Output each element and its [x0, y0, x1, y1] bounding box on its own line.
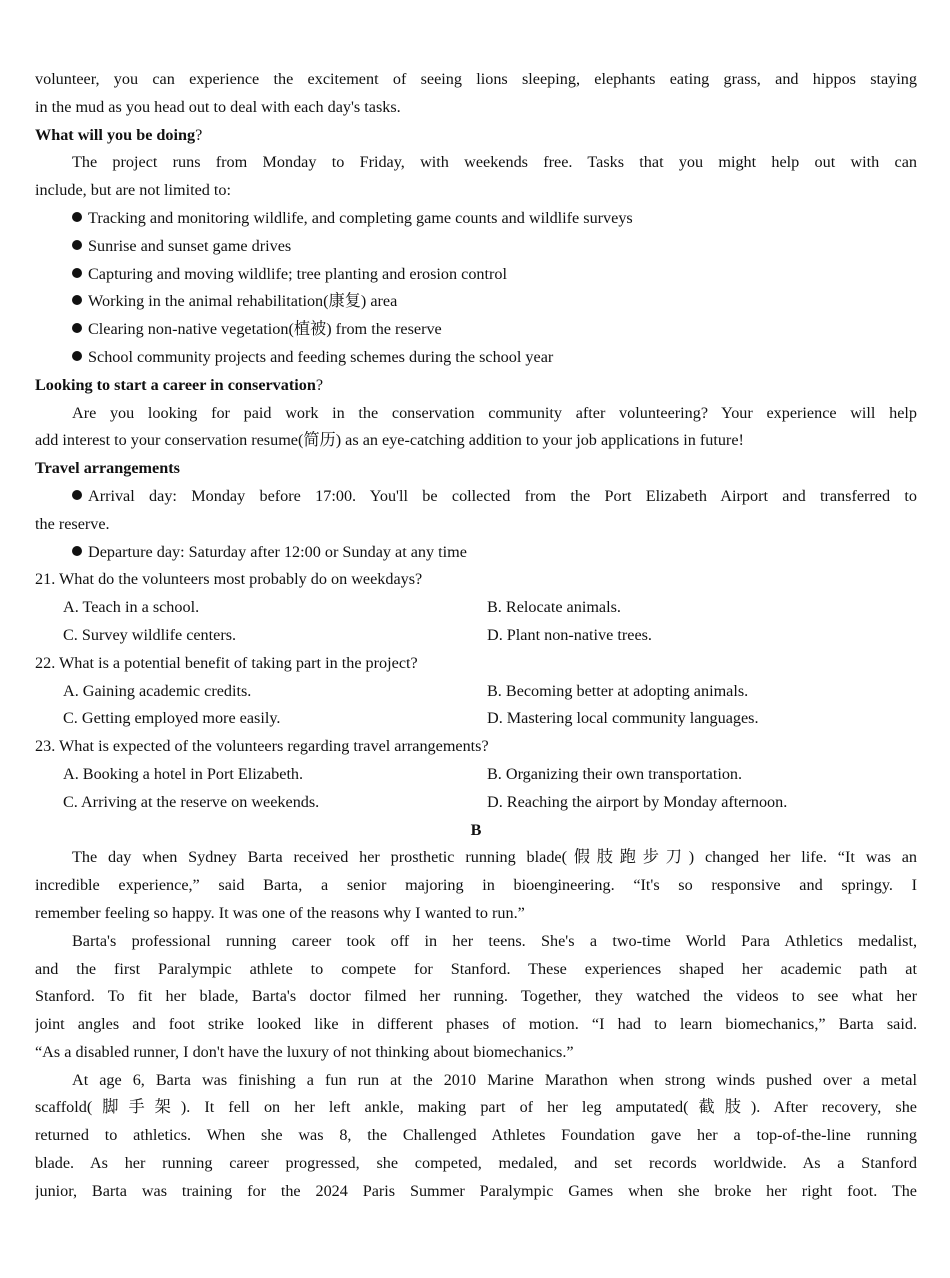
text-line: At age 6, Barta was finishing a fun run at the 2010 Marine Marathon when strong winds pushed over a metal	[72, 1070, 917, 1089]
text-line: the reserve.	[35, 514, 110, 533]
option-c: C. Survey wildlife centers.	[63, 625, 237, 644]
list-item	[35, 539, 917, 567]
text-line: and the first Paralympic athlete to compete for Stanford. These experiences shaped her academic path at	[35, 959, 917, 978]
text-line: The project runs from Monday to Friday, with weekends free. Tasks that you might help out with can	[72, 153, 917, 172]
option-row	[35, 761, 917, 789]
question-22	[35, 650, 917, 733]
option-row	[35, 705, 917, 733]
passage-a-intro	[35, 66, 917, 122]
text-line: volunteer, you can experience the excitement of seeing lions sleeping, elephants eating grass, and hippos staying	[35, 70, 917, 88]
list-item-text: School community projects and feeding schemes during the school year	[88, 347, 554, 366]
passage-b-paragraph-1	[35, 844, 917, 927]
list-item-text: Capturing and moving wildlife; tree planting and erosion control	[88, 264, 507, 283]
option-c: C. Arriving at the reserve on weekends.	[63, 792, 320, 811]
question-stem: 21. What do the volunteers most probably do on weekdays?	[35, 570, 423, 589]
option-row	[35, 789, 917, 817]
option-a: A. Teach in a school.	[63, 598, 200, 617]
section-heading-career	[35, 372, 917, 400]
section-heading-doing	[35, 122, 917, 150]
text-line: scaffold(脚手架). It fell on her left ankle, making part of her leg amputated(截肢). After recovery, she	[35, 1098, 917, 1117]
bullet-icon	[72, 240, 82, 250]
text-line: add interest to your conservation resume(简历) as an eye-catching addition to your job applications in future!	[35, 431, 744, 450]
text-line: blade. As her running career progressed, she competed, medaled, and set records worldwide. As a Stanford	[35, 1154, 917, 1173]
bullet-icon	[72, 490, 82, 500]
list-item	[35, 233, 917, 261]
text-line: include, but are not limited to:	[35, 181, 232, 200]
option-b: B. Relocate animals.	[487, 598, 621, 617]
option-a: A. Gaining academic credits.	[63, 681, 252, 700]
text-line: The day when Sydney Barta received her prosthetic running blade(假肢跑步刀) changed her life. “It was an	[72, 848, 917, 867]
list-item	[35, 316, 917, 344]
list-item-text: Tracking and monitoring wildlife, and completing game counts and wildlife surveys	[88, 208, 633, 227]
text-line: in the mud as you head out to deal with each day's tasks.	[35, 97, 401, 116]
option-row	[35, 622, 917, 650]
section-heading-travel: Travel arrangements	[35, 459, 180, 478]
list-item	[35, 205, 917, 233]
text-line: joint angles and foot strike looked like in different phases of motion. “I had to learn biomechanics,” Barta said.	[35, 1015, 917, 1034]
question-23	[35, 733, 917, 816]
option-c: C. Getting employed more easily.	[63, 709, 281, 728]
passage-b-title: B	[470, 820, 482, 839]
question-21	[35, 566, 917, 649]
list-item-text: Departure day: Saturday after 12:00 or Sunday at any time	[88, 542, 467, 561]
text-line: Barta's professional running career took off in her teens. She's a two-time World Para Athletics medalist,	[72, 931, 917, 950]
list-item-text: Working in the animal rehabilitation(康复) area	[88, 292, 398, 311]
list-item-text: Clearing non-native vegetation(植被) from the reserve	[88, 320, 442, 339]
list-item	[35, 344, 917, 372]
heading-text: What will you be doing	[35, 125, 196, 144]
exam-page	[35, 66, 917, 1206]
bullet-icon	[72, 351, 82, 361]
text-line: remember feeling so happy. It was one of the reasons why I wanted to run.”	[35, 903, 525, 922]
option-row	[35, 678, 917, 706]
list-item	[35, 288, 917, 316]
option-d: D. Plant non-native trees.	[487, 625, 652, 644]
text-line: “As a disabled runner, I don't have the luxury of not thinking about biomechanics.”	[35, 1042, 574, 1061]
passage-b-paragraph-3	[35, 1067, 917, 1206]
option-b: B. Becoming better at adopting animals.	[487, 681, 749, 700]
bullet-icon	[72, 546, 82, 556]
option-d: D. Reaching the airport by Monday afternoon.	[487, 792, 788, 811]
text-line: returned to athletics. When she was 8, the Challenged Athletes Foundation gave her a top-of-the-line running	[35, 1126, 917, 1145]
list-item-text: Arrival day: Monday before 17:00. You'll be collected from the Port Elizabeth Airport and transferred to	[88, 486, 917, 505]
task-bullet-list	[35, 205, 917, 372]
heading-mark: ?	[195, 125, 203, 144]
text-line: junior, Barta was training for the 2024 Paris Summer Paralympic Games when she broke her right foot. The	[35, 1181, 917, 1200]
question-stem: 23. What is expected of the volunteers regarding travel arrangements?	[35, 737, 489, 756]
bullet-icon	[72, 323, 82, 333]
text-line: Are you looking for paid work in the conservation community after volunteering? Your experience will help	[72, 403, 917, 422]
heading-text: Looking to start a career in conservation	[35, 375, 316, 394]
list-item	[35, 261, 917, 289]
option-row	[35, 594, 917, 622]
question-stem: 22. What is a potential benefit of taking part in the project?	[35, 653, 418, 672]
bullet-icon	[72, 268, 82, 278]
text-line: incredible experience,” said Barta, a senior majoring in bioengineering. “It's so responsive and springy. I	[35, 876, 917, 895]
passage-b-paragraph-2	[35, 928, 917, 1067]
bullet-icon	[72, 295, 82, 305]
option-b: B. Organizing their own transportation.	[487, 764, 743, 783]
list-item-text: Sunrise and sunset game drives	[88, 236, 292, 255]
heading-mark: ?	[315, 375, 324, 394]
option-a: A. Booking a hotel in Port Elizabeth.	[63, 764, 304, 783]
text-line: Stanford. To fit her blade, Barta's doctor filmed her running. Together, they watched the videos to see what her	[35, 987, 917, 1006]
bullet-icon	[72, 212, 82, 222]
list-item	[35, 483, 917, 511]
option-d: D. Mastering local community languages.	[487, 709, 759, 728]
